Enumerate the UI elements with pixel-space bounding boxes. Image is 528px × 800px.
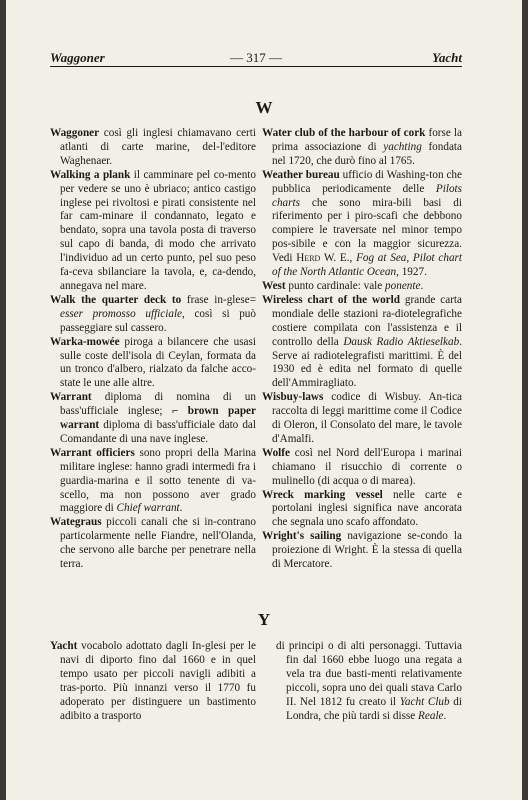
entry-headword: Wright's sailing — [262, 530, 342, 543]
running-head-right: Yacht — [432, 50, 462, 65]
entry-headword: Waggoner — [50, 127, 100, 139]
entry-text: , così si può passeggiare sul cassero. — [60, 307, 256, 334]
entry-headword: Weather bureau — [262, 168, 340, 181]
entry-headword: Wisbuy-laws — [262, 391, 324, 404]
entry-text: Chief warrant — [116, 502, 180, 515]
entry-text: Herd — [296, 252, 321, 265]
dictionary-entry — [262, 391, 462, 447]
entry-headword: Warka-mowée — [50, 335, 120, 348]
entry-headword: Wolfe — [262, 446, 290, 459]
entry-text: codice di Wisbuy. An-tica raccolta di leggi marittime come il Codice di Oleron, il Consolato del mare, le tavole d'Amalfi. — [272, 391, 462, 445]
entry-text: . — [179, 502, 183, 515]
entry-headword: Yacht — [50, 640, 78, 652]
entry-text: punto cardinale: vale — [285, 279, 386, 292]
dictionary-entry — [262, 294, 462, 391]
entry-text: sono propri della Marina militare inglese: hanno gradi intermedi fra i guardia-marina e il sotto tenente di va-scello, ma non possono aver grado maggiore di — [60, 446, 256, 515]
entry-text: di Londra, che più tardi si disse — [286, 695, 463, 722]
entry-text: che sono mira-bili basi di riferimento per i piro-scafi che debbono compiere le traversate nel minor tempo pos-sibile e con la maggior sicurezza. Vedi — [272, 196, 462, 265]
dictionary-entry — [50, 516, 256, 572]
entry-text: ufficio di Washing-ton che pubblica periodicamente delle — [272, 168, 462, 195]
dictionary-entry — [50, 336, 256, 392]
entry-text: diploma di nomina di un bass'ufficiale inglese; — [60, 391, 256, 418]
dictionary-entry — [50, 391, 256, 447]
entry-text: Yacht Club — [399, 695, 450, 708]
entry-text: piccoli canali che si in-contrano particolarmente nelle Fiandre, nell'Olanda, che servono alle barche per penetrare nella terra. — [60, 516, 256, 571]
entry-text: nelle carte e portolani inglesi significa nave ancorata che segnala uno scafo affondato. — [272, 488, 462, 529]
entry-text: . — [443, 709, 447, 722]
header-rule — [50, 66, 462, 67]
column-w-left — [50, 127, 256, 572]
entry-text: . Serve ai radiotelegrafisti marittimi. È del 1930 ed è edita nel formato di quelle dell'Ammiragliato. — [272, 335, 462, 390]
entry-text: Reale — [418, 709, 444, 722]
page-number: — 317 — — [230, 50, 282, 65]
entry-headword: Wategraus — [50, 516, 102, 529]
entry-headword: West — [262, 279, 286, 292]
entry-text: . — [420, 279, 424, 292]
entry-headword: Walk the quarter deck to — [50, 293, 182, 306]
dictionary-entry — [50, 640, 256, 723]
column-w-right — [262, 127, 462, 572]
entry-text: grande carta mondiale delle stazioni ra-diotelegrafiche costiere compilata con l'assistenza e il controllo della — [272, 293, 463, 348]
entry-headword: Warrant — [50, 391, 92, 404]
dictionary-entry — [262, 447, 462, 489]
entry-headword: Walking a plank — [50, 168, 131, 181]
dictionary-entry — [50, 169, 256, 294]
entry-text: Dausk Radio Aktieselkab — [343, 335, 460, 348]
dictionary-entry — [262, 169, 462, 280]
entry-text: esser promosso ufficiale — [60, 307, 183, 320]
entry-text: frase in-glese= — [181, 293, 257, 306]
dictionary-entry — [50, 127, 256, 169]
dictionary-entry — [262, 127, 462, 169]
entry-text: diploma di bass'ufficiale dato dal Comandante di una nave inglese. — [60, 419, 256, 445]
dictionary-entry — [276, 640, 462, 723]
dictionary-entry — [262, 489, 462, 531]
entry-headword: Water club of the harbour of cork — [262, 127, 426, 139]
section-letter-w: W — [255, 98, 273, 117]
entry-text: piroga a bilancere che usasi sulle coste dell'isola di Ceylan, formata da un tronco d'albero, rialzato da falche acco-state le une alle altre. — [60, 335, 256, 390]
running-head-left: Waggoner — [50, 50, 105, 65]
entry-text: così nel Nord dell'Europa i marinai chiamano il risucchio di corrente o mulinello (di acqua o di marea). — [272, 446, 462, 487]
dictionary-entry — [50, 294, 256, 336]
entry-headword: Wreck marking vessel — [262, 488, 383, 501]
dictionary-entry — [262, 280, 462, 294]
entry-text: yachting — [383, 140, 422, 153]
dictionary-entry — [50, 447, 256, 517]
dictionary-entry — [262, 530, 462, 572]
entry-text: W. E., — [320, 252, 357, 265]
entry-text: vocabolo adottato dagli In-glesi per le navi di diporto fino dal 1660 e in quel tempo usato per piccoli navigli adibiti a tras-porto. Più innanzi verso il 1770 fu adoperato per distinguere un bastimento adibito a trasporto — [60, 640, 256, 722]
entry-text: Pilots charts — [272, 182, 462, 209]
entry-text: così gli inglesi chiamavano certi atlanti di carte marine, del-l'editore Waghenaer. — [60, 127, 256, 167]
entry-text: ponente — [385, 279, 421, 292]
entry-text: forse la prima associazione di — [272, 127, 462, 153]
entry-text: di principi o di alti personaggi. Tuttavia fin dal 1660 ebbe luogo una regata a vela tra due basti-menti relativamente piccoli, sopra uno dei quali stava Carlo II. Nel 1812 fu creato il — [276, 640, 462, 708]
book-page — [6, 0, 522, 800]
column-y-left — [50, 640, 256, 723]
column-y-right — [276, 640, 462, 723]
entry-text: navigazione se-condo la proiezione di Wright. È la stessa di quella di Mercatore. — [272, 530, 462, 571]
entry-headword: ⌐ brown paper warrant — [60, 405, 256, 432]
entry-text: fondata nel 1720, che durò fino al 1765. — [272, 140, 462, 167]
entry-text: il camminare pel co-mento per vedere se uno è ubriaco; antico castigo inglese pei rivoltosi e pirati consistente nel far cam-minare il condannato, legato e bendato, sopra una tavola posta di traverso sul capo di banda, di modo che arrivato l'individuo ad un certo punto, pel suo peso fa-ceva sbilanciare la tavola, e, ca-dendo, annegava nel mare. — [60, 168, 256, 292]
entry-headword: Wireless chart of the world — [262, 293, 400, 306]
section-letter-y: Y — [257, 610, 271, 629]
entry-text: , 1927. — [396, 266, 427, 279]
entry-headword: Warrant officiers — [50, 446, 135, 459]
entry-text: Fog at Sea, Pilot chart of the North Atlantic Ocean — [272, 252, 462, 279]
